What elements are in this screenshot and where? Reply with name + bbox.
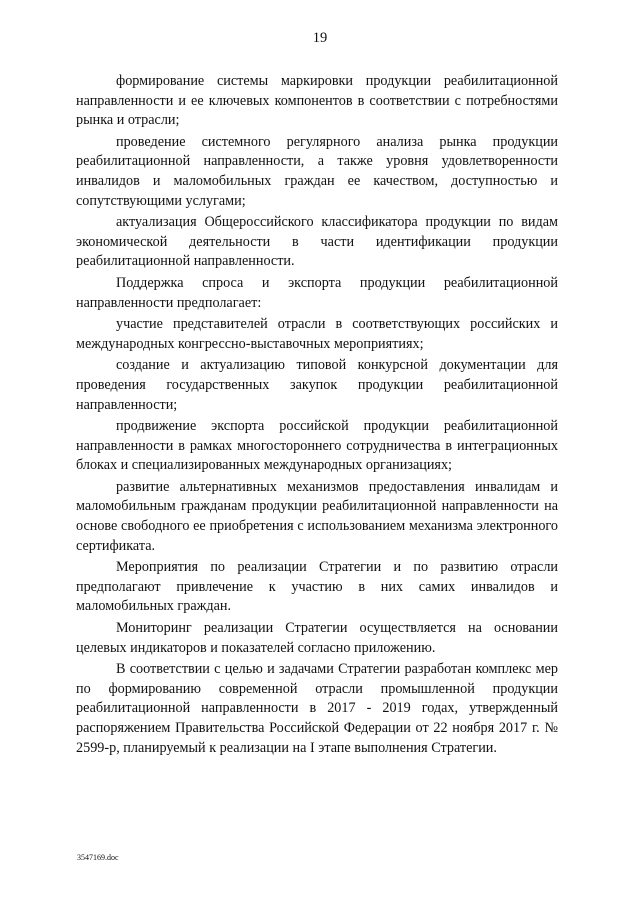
paragraph: актуализация Общероссийского классификатора продукции по видам экономической деятельности в части идентификации продукции реабилитационной направленности. — [76, 214, 558, 270]
paragraph: продвижение экспорта российской продукции реабилитационной направленности в рамках многостороннего сотрудничества в интеграционных блоках и специализированных международных организациях; — [76, 418, 558, 474]
page-number: 19 — [312, 30, 328, 46]
paragraph: Поддержка спроса и экспорта продукции реабилитационной направленности предполагает: — [76, 274, 558, 311]
paragraph: формирование системы маркировки продукции реабилитационной направленности и ее ключевых компонентов в соответствии с потребностями рынка и отрасли; — [76, 73, 558, 129]
paragraph: В соответствии с целью и задачами Стратегии разработан комплекс мер по формированию современной отрасли промышленной продукции реабилитационной направленности в 2017 - 2019 годах, утвержденный распоряжением Правительства Российской Федерации от 22 ноября 2017 г. № 2599-р, планируемый к реализации на I этапе выполнения Стратегии. — [76, 661, 558, 756]
paragraph: проведение системного регулярного анализа рынка продукции реабилитационной направленности, а также уровня удовлетворенности инвалидов и маломобильных граждан ее качеством, доступностью и сопутствующими услугами; — [76, 133, 558, 209]
paragraph: Мониторинг реализации Стратегии осуществляется на основании целевых индикаторов и показателей согласно приложению. — [76, 620, 558, 656]
paragraph: создание и актуализацию типовой конкурсной документации для проведения государственных закупок продукции реабилитационной направленности; — [76, 357, 558, 413]
document-file-name: 3547169.doc — [77, 853, 119, 862]
paragraph: развитие альтернативных механизмов предоставления инвалидам и маломобильным гражданам продукции реабилитационной направленности на основе свободного ее приобретения с использованием механизма электронного сертификата. — [76, 478, 558, 554]
paragraph: Мероприятия по реализации Стратегии и по развитию отрасли предполагают привлечение к участию в них самих инвалидов и маломобильных граждан. — [76, 559, 558, 615]
paragraph: участие представителей отрасли в соответствующих российских и международных конгрессно-выставочных мероприятиях; — [76, 316, 558, 352]
document-body — [76, 72, 558, 760]
